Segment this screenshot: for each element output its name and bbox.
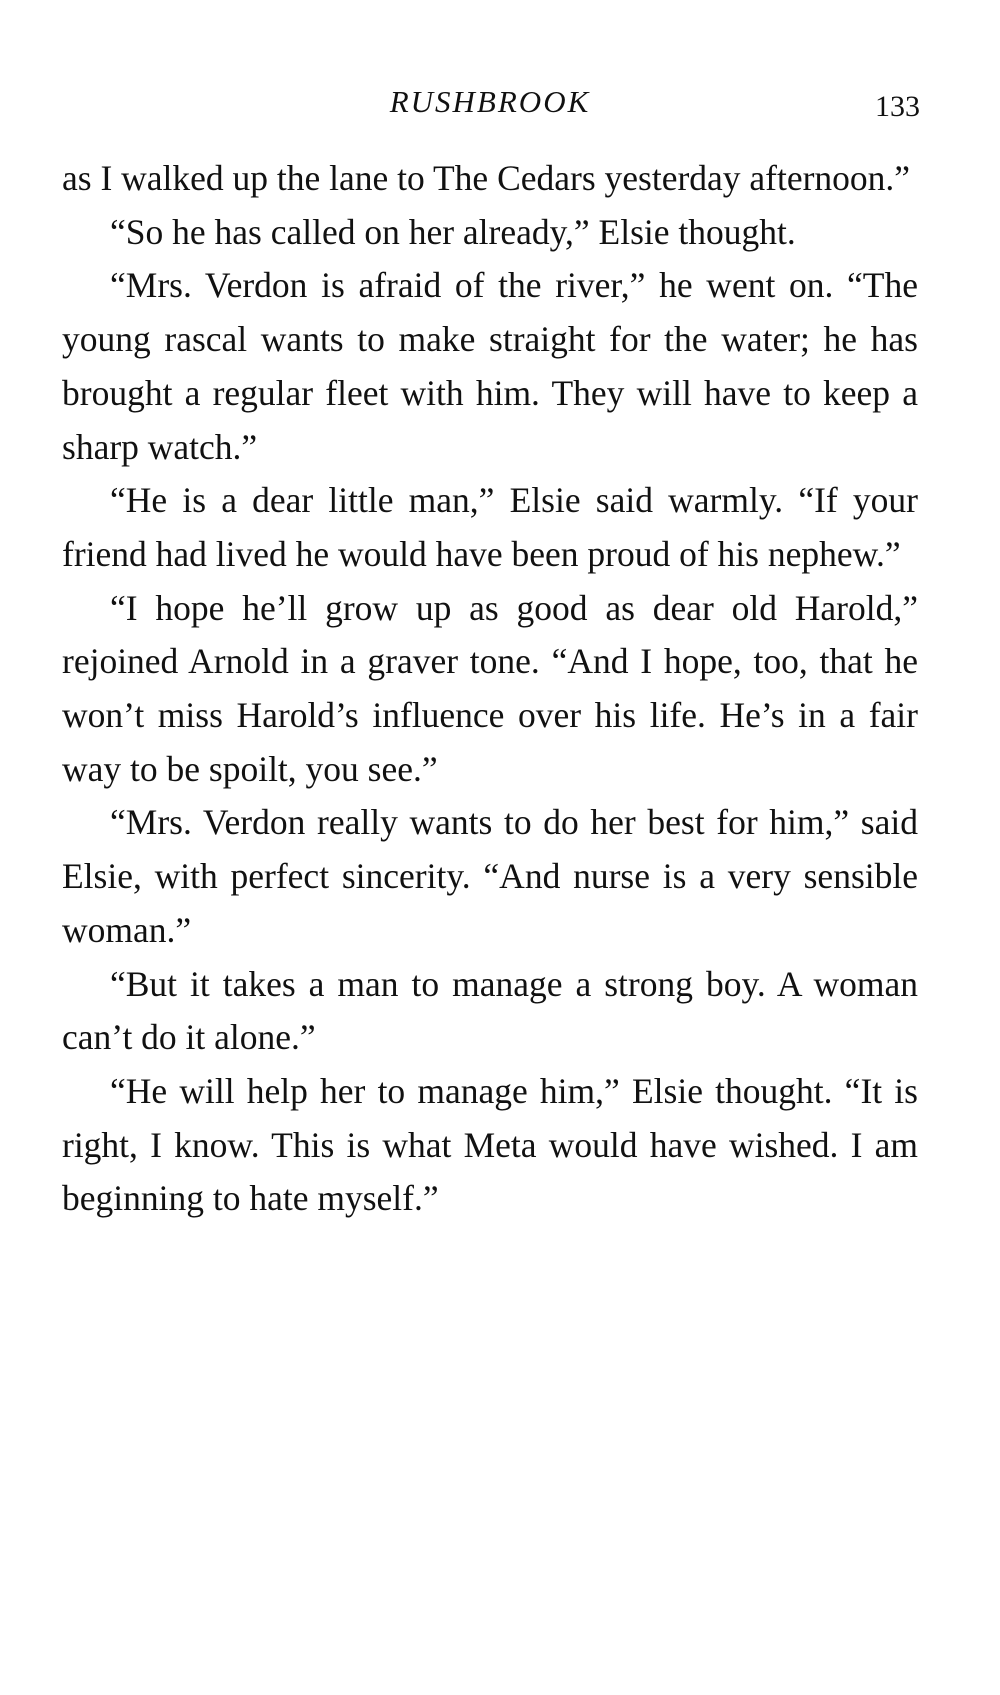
paragraph: “He is a dear little man,” Elsie said warmly. “If your friend had lived he would have been proud of his nephew.”	[62, 480, 918, 574]
paragraph: “So he has called on her already,” Elsie thought.	[110, 211, 796, 252]
body-text	[62, 152, 918, 1226]
page-header	[60, 78, 920, 128]
paragraph: as I walked up the lane to The Cedars yesterday afternoon.”	[62, 158, 911, 198]
paragraph: “I hope he’ll grow up as good as dear old Harold,” rejoined Arnold in a graver tone. “And I hope, too, that he won’t miss Harold’s influence over his life. He’s in a fair way to be spoilt, you see.”	[62, 587, 918, 789]
paragraph: “Mrs. Verdon really wants to do her best for him,” said Elsie, with perfect sincerity. “And nurse is a very sensible woman.”	[62, 802, 918, 950]
paragraph: “He will help her to manage him,” Elsie thought. “It is right, I know. This is what Meta would have wished. I am beginning to hate myself.”	[62, 1070, 918, 1219]
running-title: RUSHBROOK	[389, 84, 591, 119]
paragraph: “Mrs. Verdon is afraid of the river,” he went on. “The young rascal wants to make straight for the water; he has brought a regular fleet with him. They will have to keep a sharp watch.”	[62, 265, 918, 467]
paragraph: “But it takes a man to manage a strong boy. A woman can’t do it alone.”	[62, 963, 918, 1058]
page-number: 133	[875, 90, 920, 123]
